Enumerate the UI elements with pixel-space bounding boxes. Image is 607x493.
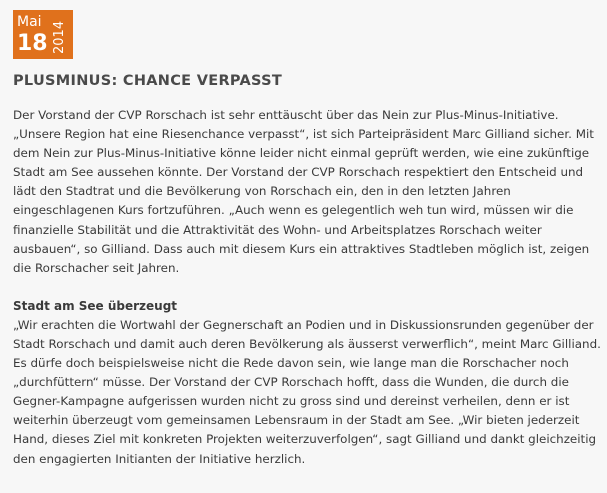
date-month: Mai (17, 14, 42, 30)
date-badge (13, 10, 73, 59)
paragraph-intro: Der Vorstand der CVP Rorschach ist sehr enttäuscht über das Nein zur Plus-Minus-Initiative. „Unsere Region hat eine Riesenchance verpasst“, ist sich Parteipräsident Marc Gilliand sicher. Mit dem Nein zur Plus-Minus-Initiative könne leider nicht einmal geprüft werden, wie eine zukünftige Stadt am See aussehen könnte. Der Vorstand der CVP Rorschach respektiert den Entscheid und lädt den Stadtrat und die Bevölkerung von Rorschach ein, den in den letzten Jahren eingeschlagenen Kurs fortzuführen. „Auch wenn es gelegentlich weh tun wird, müssen wir die finanzielle Stabilität und die Attraktivität des Wohn- und Arbeitsplatzes Rorschach weiter ausbauen“, so Gilliand. Dass auch mit diesem Kurs ein attraktives Stadtleben möglich ist, zeigen die Rorschacher seit Jahren. (13, 108, 594, 275)
date-year: 2014 (52, 20, 67, 54)
post-title[interactable]: PLUSMINUS: CHANCE VERPASST (13, 73, 283, 89)
paragraph-spacer (13, 278, 603, 297)
section-subheading: Stadt am See überzeugt (13, 298, 178, 313)
post-body (13, 106, 603, 469)
date-day: 18 (17, 31, 48, 56)
paragraph-section: „Wir erachten die Wortwahl der Gegnerschaft an Podien und in Diskussionsrunden gegenüber der Stadt Rorschach und damit auch deren Bevölkerung als äusserst verwerflich“, meint Marc Gilliand. Es dürfe doch beispielsweise nicht die Rede davon sein, wie lange man die Rorschacher noch „durchfüttern“ müsse. Der Vorstand der CVP Rorschach hofft, dass die Wunden, die durch die Gegner-Kampagne aufgerissen wurden nicht zu gross sind und dereinst verheilen, denn er ist weiterhin überzeugt vom gemeinsamen Lebensraum in der Stadt am See. „Wir bieten jederzeit Hand, dieses Ziel mit konkreten Projekten weiterzuverfolgen“, sagt Gilliand und dankt gleichzeitig den engagierten Initianten der Initiative herzlich. (13, 317, 601, 466)
